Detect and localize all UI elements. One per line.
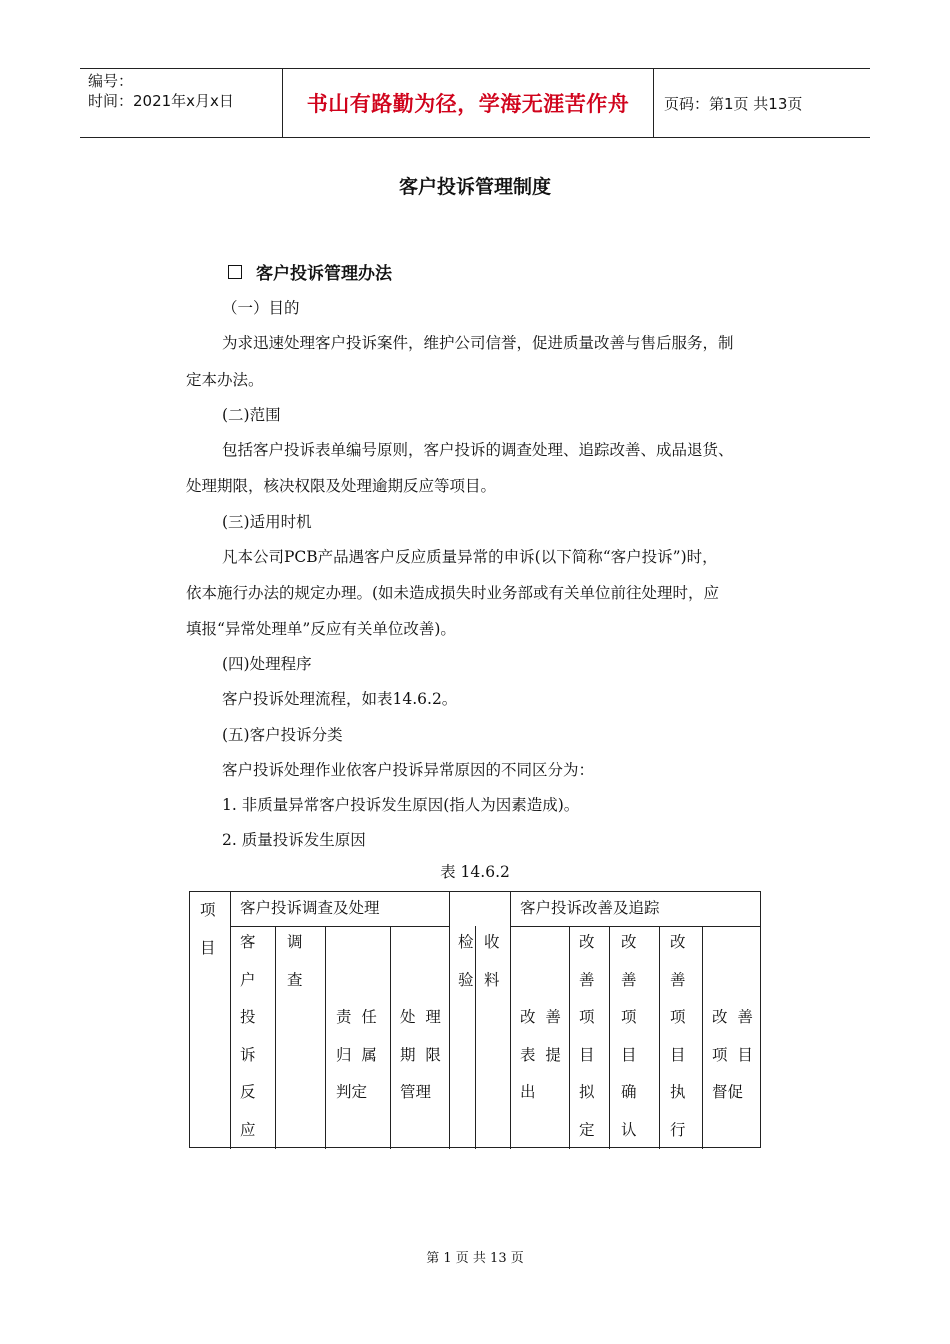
number-label: 编号： [88, 72, 134, 90]
table-cell-item: 项 目 [200, 901, 216, 957]
table-cell: 收 料 [484, 933, 500, 989]
table-grid-line [449, 892, 450, 1149]
table-cell: 改 善 表 提 出 [520, 1008, 561, 1101]
table-grid-line [569, 926, 570, 1149]
table-group-header: 客户投诉改善及追踪 [520, 899, 660, 917]
table-caption: 表 14.6.2 [440, 863, 510, 881]
header-page-info: 页码：第1页 共13页 [664, 94, 803, 113]
table-grid-line [325, 926, 326, 1149]
paragraph-line: (五)客户投诉分类 [222, 726, 343, 744]
table-grid-line [390, 926, 391, 1149]
table-grid-line [659, 926, 660, 1149]
table-grid-line [230, 892, 231, 1149]
list-item: 1. 非质量异常客户投诉发生原因(指人为因素造成)。 [222, 796, 580, 814]
table-cell: 改 善 项 目 拟 定 [579, 933, 595, 1139]
paragraph-line: (二)范围 [222, 406, 281, 424]
table-cell: 改 善 项 目 督促 [712, 1008, 753, 1101]
paragraph-line: (四)处理程序 [222, 655, 312, 673]
section-heading-text: 客户投诉管理办法 [256, 264, 392, 284]
time-label: 时间：2021年x月x日 [88, 92, 234, 110]
paragraph-line: 填报“异常处理单”反应有关单位改善)。 [186, 620, 456, 638]
header-meta [80, 69, 282, 137]
table-grid-line [275, 926, 276, 1149]
paragraph-line: 依本施行办法的规定办理。(如未造成损失时业务部或有关单位前往处理时，应 [186, 584, 720, 602]
paragraph-line: (三)适用时机 [222, 513, 312, 531]
page-header [80, 68, 870, 138]
table-cell: 检 验 [458, 933, 474, 989]
table-grid-line [702, 926, 703, 1149]
complaint-flow-table [189, 891, 761, 1148]
list-item: 2. 质量投诉发生原因 [222, 831, 366, 849]
paragraph-line: 为求迅速处理客户投诉案件，维护公司信誉，促进质量改善与售后服务，制 [222, 334, 734, 352]
paragraph-line: 客户投诉处理流程，如表14.6.2。 [222, 690, 458, 708]
table-grid-line [475, 926, 476, 1149]
document-title: 客户投诉管理制度 [398, 176, 551, 198]
table-grid-line [510, 892, 511, 1149]
table-cell: 责 任 归 属 判定 [336, 1008, 377, 1101]
checkbox-icon [228, 265, 242, 279]
table-grid-line [609, 926, 610, 1149]
table-cell: 客 户 投 诉 反 应 [240, 933, 256, 1139]
paragraph-line: 定本办法。 [186, 371, 264, 389]
paragraph-line: 客户投诉处理作业依客户投诉异常原因的不同区分为： [222, 761, 595, 779]
paragraph-line: （一）目的 [222, 299, 300, 317]
header-motto: 书山有路勤为径，学海无涯苦作舟 [282, 69, 654, 137]
paragraph-line: 凡本公司PCB产品遇客户反应质量异常的申诉(以下简称“客户投诉”)时， [222, 548, 718, 566]
table-cell: 改 善 项 目 执 行 [670, 933, 686, 1139]
paragraph-line: 处理期限，核决权限及处理逾期反应等项目。 [186, 477, 497, 495]
table-group-header: 客户投诉调查及处理 [240, 899, 380, 917]
page-footer: 第 1 页 共 13 页 [426, 1251, 524, 1266]
section-heading [228, 259, 392, 284]
table-cell: 处 理 期 限 管理 [400, 1008, 441, 1101]
table-cell: 改 善 项 目 确 认 [621, 933, 637, 1139]
paragraph-line: 包括客户投诉表单编号原则，客户投诉的调查处理、追踪改善、成品退货、 [222, 441, 734, 459]
table-cell: 调 查 [287, 933, 303, 989]
